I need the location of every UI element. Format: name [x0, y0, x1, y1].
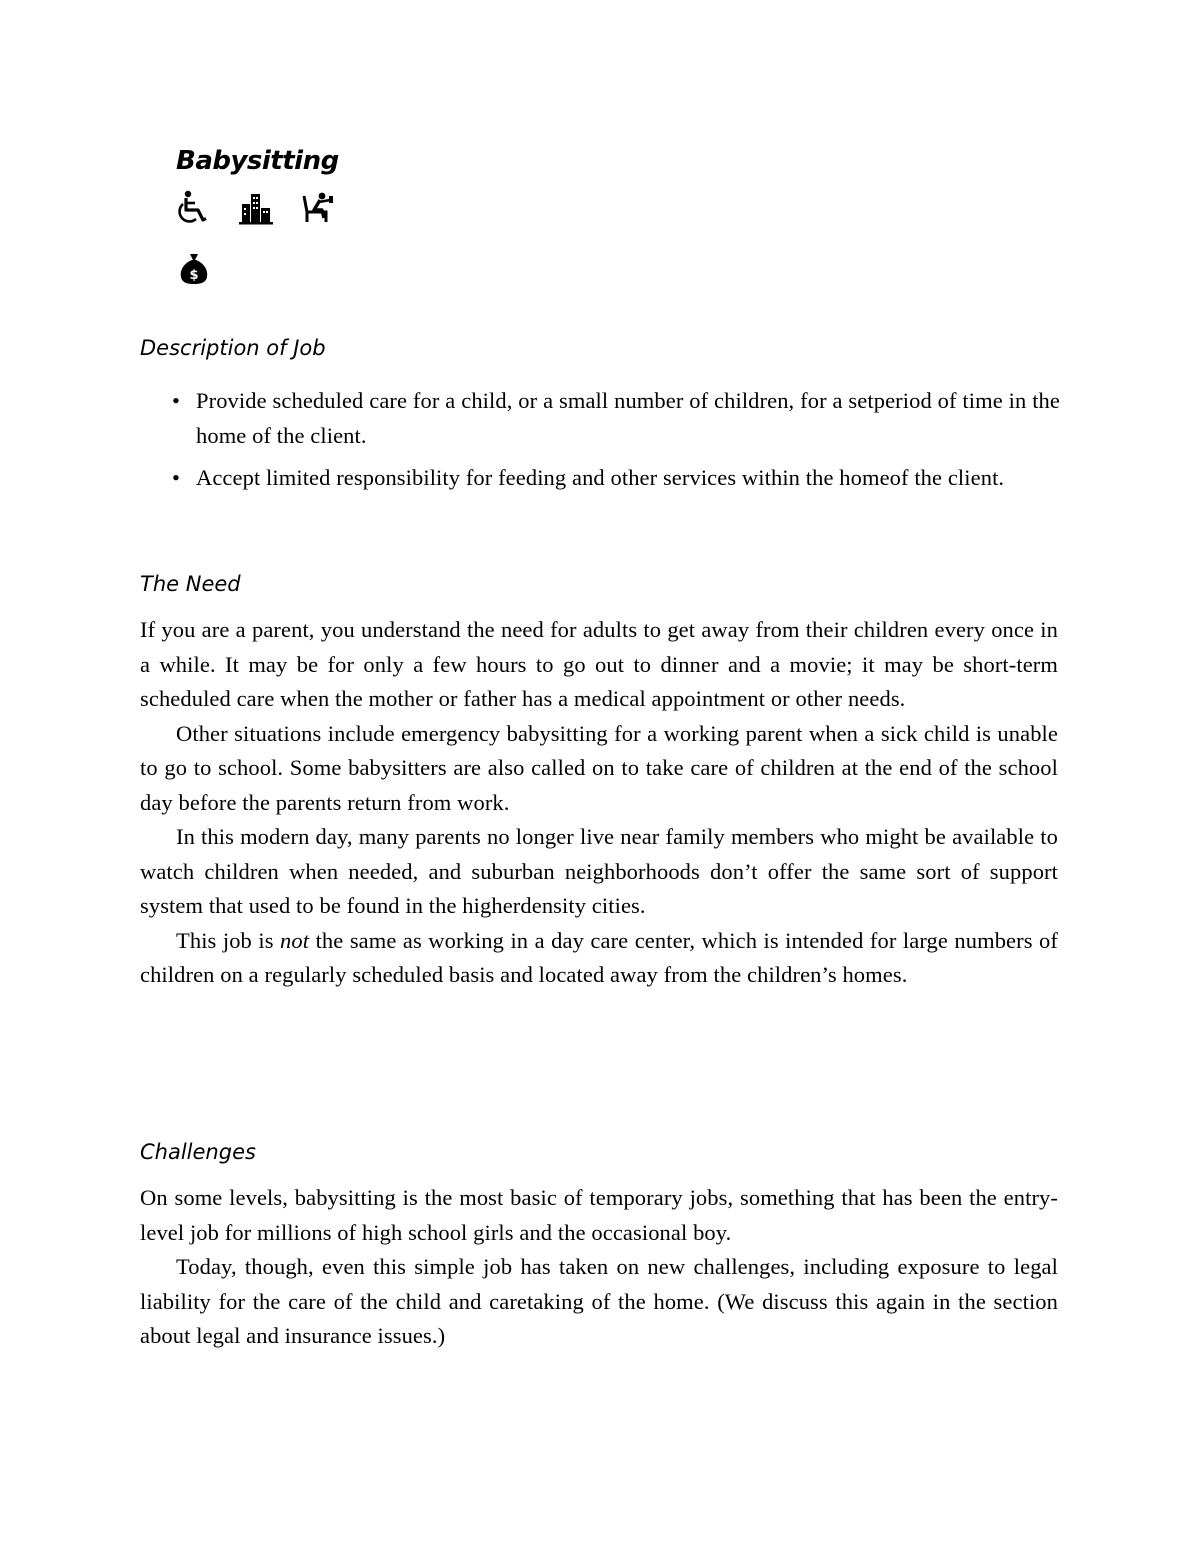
paragraph-text: This job is: [176, 927, 281, 953]
description-bullet-list: [172, 384, 1060, 504]
money-bag-icon: [176, 250, 212, 286]
page-title: Babysitting: [176, 146, 339, 176]
list-item: • Provide scheduled care for a child, or a small number of children, for a setperiod of time in the home of the client.: [172, 384, 1060, 453]
paragraph-text: the same as working in a day care center, which is intended for large numbers of children on a regularly scheduled basis and located away from the children’s homes.: [140, 927, 1058, 987]
section-heading-description: Description of Job: [140, 336, 326, 360]
office-buildings-icon: [238, 190, 274, 226]
section-heading-challenges: Challenges: [140, 1140, 256, 1164]
paragraph: In this modern day, many parents no longer live near family members who might be available to watch children when needed, and suburban neighborhoods don’t offer the same sort of support system that used to be found in the higherdensity cities.: [140, 824, 1058, 918]
person-sitting-chair-icon: [300, 190, 336, 226]
paragraph: [140, 924, 1058, 993]
svg-text:$: $: [189, 268, 199, 283]
wheelchair-icon: [176, 190, 212, 226]
icon-row-2: [176, 250, 212, 291]
paragraph: Today, though, even this simple job has taken on new challenges, including exposure to legal liability for the care of the child and caretaking of the home. (We discuss this again in the section about legal and insurance issues.): [140, 1254, 1058, 1348]
paragraph: On some levels, babysitting is the most basic of temporary jobs, something that has been the entry-level job for millions of high school girls and the occasional boy.: [140, 1185, 1058, 1245]
icon-row: [176, 190, 336, 226]
emphasis-text: not: [280, 927, 310, 953]
need-section-body: [140, 613, 1058, 993]
challenges-section-body: [140, 1181, 1058, 1354]
list-item: • Accept limited responsibility for feeding and other services within the homeof the client.: [172, 461, 1060, 496]
paragraph: If you are a parent, you understand the need for adults to get away from their children every once in a while. It may be for only a few hours to go out to dinner and a movie; it may be short-term scheduled care when the mother or father has a medical appointment or other needs.: [140, 617, 1058, 711]
section-heading-need: The Need: [140, 572, 241, 596]
paragraph: Other situations include emergency babysitting for a working parent when a sick child is unable to go to school. Some babysitters are also called on to take care of children at the end of the school day before the parents return from work.: [140, 720, 1058, 815]
